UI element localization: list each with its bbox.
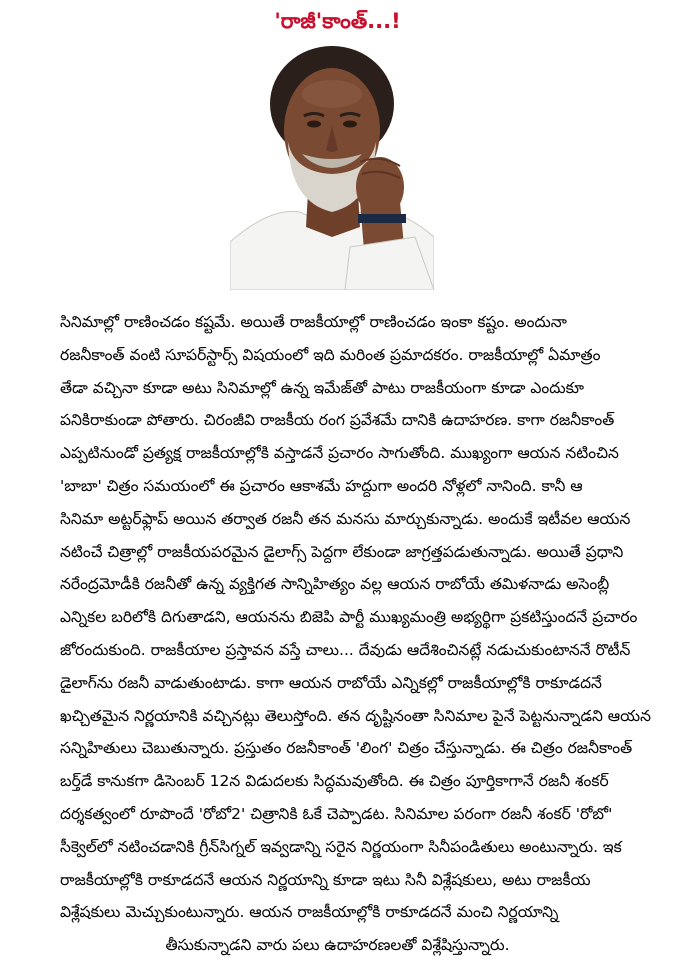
- article-line: తేడా వచ్చినా కూడా అటు సినిమాల్లో ఉన్న ఇమేజ్‌తో పాటు రాజకీయంగా కూడా ఎందుకూ: [60, 378, 585, 397]
- article-line: ఎప్పటినుండో ప్రత్యక్ష రాజకీయాల్లోకి వస్తాడనే ప్రచారం సాగుతోంది. ముఖ్యంగా ఆయన నటించిన: [60, 444, 619, 463]
- portrait-photo: [230, 42, 434, 290]
- article-line: ఎన్నికల బరిలోకి దిగుతాడని, ఆయనను బిజెపి పార్టీ ముఖ్యమంత్రి అభ్యర్థిగా ప్రకటిస్తుందనే ప్రచారం: [60, 608, 638, 627]
- article-line: సన్నిహితులు చెబుతున్నారు. ప్రస్తుతం రజనీకాంత్ 'లింగ' చిత్రం చేస్తున్నాడు. ఈ చిత్రం రజనీకాంత్: [60, 739, 633, 758]
- article-line: సినిమాల్లో రాణించడం కష్టమే. అయితే రాజకీయాల్లో రాణించడం ఇంకా కష్టం. అందునా: [60, 313, 567, 331]
- article-line: రజనీకాంత్ వంటి సూపర్‌స్టార్స్ విషయంలో ఇది మరింత ప్రమాదకరం. రాజకీయాల్లో ఏమాత్రం: [60, 345, 601, 364]
- article-line: 'బాబా' చిత్రం సమయంలో ఈ ప్రచారం ఆకాశమే హద్దుగా అందరి నోళ్లలో నానింది. కానీ ఆ: [60, 476, 583, 495]
- article-line: సీక్వెల్‌లో నటించడానికి గ్రీన్‌సిగ్నల్ ఇవ్వడాన్ని సరైన నిర్ణయంగా సినీపండితులు అంటున్నారు. ఇక: [60, 837, 622, 856]
- article-line: నటించే చిత్రాల్లో రాజకీయపరమైన డైలాగ్స్ పెద్దగా లేకుండా జాగ్రత్తపడుతున్నాడు. అయితే ప్రధాని: [60, 542, 624, 561]
- article-line: పనికిరాకుండా పోతారు. చిరంజీవి రాజకీయ రంగ ప్రవేశమే దానికి ఉదాహరణ. కాగా రజనీకాంత్: [60, 411, 615, 430]
- article-line: దర్శకత్వంలో రూపొందే 'రోబో2' చిత్రానికి ఓకే చెప్పాడట. సినిమాల పరంగా రజనీ శంకర్ 'రోబో': [60, 804, 613, 823]
- article-line: ఖచ్చితమైన నిర్ణయానికి వచ్చినట్లు తెలుస్తోంది. తన దృష్టినంతా సినిమాల పైనే పెట్టనున్నాడని ఆయన: [60, 706, 651, 725]
- article-line: విశ్లేషకులు మెచ్చుకుంటున్నారు. ఆయన రాజకీయాల్లోకి రాకూడదనే మంచి నిర్ణయాన్ని: [60, 903, 559, 922]
- article-line: సినిమా అట్టర్‌ఫ్లాప్ అయిన తర్వాత రజనీ తన మనసు మార్చుకున్నాడు. అందుకే ఇటీవల ఆయన: [60, 509, 631, 528]
- article-line: జోరందుకుంది. రాజకీయాల ప్రస్తావన వస్తే చాలు... దేవుడు ఆదేశించినట్లే నడుచుకుంటాననే రొటీన్: [60, 640, 631, 659]
- article-line: తీసుకున్నాడని వారు పలు ఉదాహరణలతో విశ్లేషిస్తున్నారు.: [165, 936, 510, 955]
- article-line: రాజకీయాల్లోకి రాకూడదనే ఆయన నిర్ణయాన్ని కూడా ఇటు సినీ విశ్లేషకులు, అటు రాజకీయ: [60, 870, 591, 889]
- article-line: నరేంద్రమోడీకి రజనీతో ఉన్న వ్యక్తిగత సాన్నిహిత్యం వల్ల ఆయన రాబోయే తమిళనాడు అసెంబ్లీ: [60, 575, 610, 594]
- article-headline: 'రాజీ'కాంత్...!: [274, 9, 401, 33]
- article-body: [0, 306, 675, 962]
- article-line: డైలాగ్‌ను రజనీ వాడుతుంటాడు. కాగా ఆయన రాబోయే ఎన్నికల్లో రాజకీయాల్లోకి రాకూడదనే: [60, 673, 602, 692]
- article-line: బర్త్‌డే కానుకగా డిసెంబర్ 12న విడుదలకు సిద్ధమవుతోంది. ఈ చిత్రం పూర్తికాగానే రజనీ శంకర్: [60, 772, 609, 791]
